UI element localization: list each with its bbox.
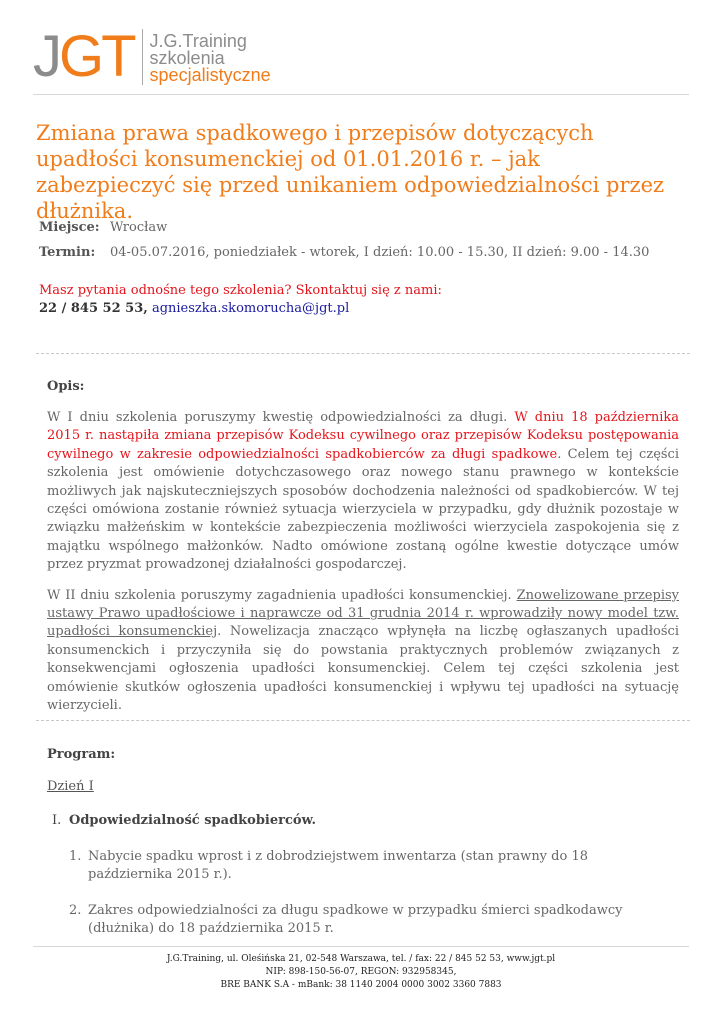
logo-mark-j: J	[33, 24, 59, 89]
opis-paragraph-2	[47, 587, 679, 716]
opis-p1-intro: W I dniu szkolenia poruszymy kwestię odpowiedzialności za długi.	[47, 410, 515, 425]
place-value: Wrocław	[110, 220, 168, 235]
company-logo	[33, 24, 271, 89]
section-number: I.	[52, 813, 62, 828]
place-label: Miejsce:	[39, 220, 100, 235]
list-item-number: 1.	[69, 849, 82, 864]
footer-bank: BRE BANK S.A - mBank: 38 1140 2004 0000 3002 3360 7883	[220, 980, 502, 990]
day-one-link[interactable]: Dzień I	[47, 779, 94, 794]
section-separator	[36, 720, 690, 721]
page-footer	[33, 946, 689, 992]
list-item	[69, 902, 675, 938]
info-place-row	[39, 220, 167, 235]
training-title: Zmiana prawa spadkowego i przepisów dotyczących upadłości konsumenckiej od 01.01.2016 r. – jak zabezpieczyć się przed unikaniem odpowiedzialności przez dłużnika.	[36, 121, 665, 223]
info-term-row	[39, 245, 649, 260]
logo-divider	[142, 29, 143, 85]
opis-p1-rest: . Celem tej części szkolenia jest omówienie dotychczasowego oraz nowego stanu prawnego w kontekście możliwych jak najskuteczniejszych sposobów dochodzenia należności od spadkobierców. W tej części omówiona zostanie również sytuacja wierzyciela w przypadku, gdy dłużnik pozostaje w związku małżeńskim w kontekście zabezpieczenia możliwości wierzyciela zaspokojenia się z majątku wspólnego małżonków. Nadto omówione zostaną ogólne kwestie dotyczące umów przez pryzmat prowadzonej działalności gospodarczej.	[47, 446, 679, 573]
section-title: Odpowiedzialność spadkobierców.	[69, 813, 316, 828]
contact-phone: 22 / 845 52 53,	[39, 301, 148, 316]
contact-block	[39, 282, 442, 318]
contact-email-link[interactable]: agnieszka.skomorucha@jgt.pl	[151, 301, 350, 316]
program-section-heading	[52, 813, 316, 828]
opis-p2-underlined: Znowelizowane przepisy ustawy Prawo upadłościowe i naprawcze od 31 grudnia 2014 r. wprowadziły nowy model tzw. upadłości konsumenckiej	[47, 587, 679, 640]
term-label: Termin:	[39, 245, 96, 260]
opis-p1-highlight: W dniu 18 października 2015 r. nastąpiła zmiana przepisów Kodeksu cywilnego oraz przepisów Kodeksu postępowania cywilnego w zakresie odpowiedzialności spadkobierców za długi spadkowe	[47, 410, 679, 462]
opis-paragraph-1	[47, 409, 679, 575]
contact-question: Masz pytania odnośne tego szkolenia? Skontaktuj się z nami:	[39, 283, 442, 298]
logo-mark-gt: GT	[59, 24, 134, 89]
logo-mark	[33, 24, 134, 89]
footer-tax-ids: NIP: 898-150-56-07, REGON: 932958345,	[265, 967, 457, 977]
logo-line-2: szkolenia	[149, 48, 225, 68]
opis-p2-rest: . Nowelizacja znacząco wpłynęła na liczbę ogłaszanych upadłości konsumenckich i przyczyniła się do powstania praktycznych problemów związanych z konsekwencjami ogłoszenia upadłości konsumenckiej. Celem tej części szkolenia jest omówienie skutków ogłoszenia upadłości konsumenckiej i wpływu tej upadłości na sytuację wierzycieli.	[47, 624, 679, 714]
list-item-text: Zakres odpowiedzialności za długu spadkowe w przypadku śmierci spadkodawcy (dłużnika) do 18 października 2015 r.	[88, 903, 623, 936]
logo-text	[150, 29, 271, 84]
opis-body	[47, 409, 679, 728]
term-value: 04-05.07.2016, poniedziałek - wtorek, I dzień: 10.00 - 15.30, II dzień: 9.00 - 14.30	[110, 245, 650, 260]
opis-heading: Opis:	[47, 379, 85, 394]
list-item	[69, 848, 675, 884]
section-separator	[36, 353, 690, 354]
program-heading: Program:	[47, 747, 116, 762]
opis-p2-intro: W II dniu szkolenia poruszymy zagadnienia upadłości konsumenckiej.	[47, 587, 517, 603]
logo-line-1: J.G.Training	[149, 31, 247, 51]
program-item-list	[69, 848, 675, 956]
page-header	[33, 24, 689, 95]
list-item-number: 2.	[69, 903, 82, 918]
logo-line-3: specjalistyczne	[149, 65, 271, 85]
list-item-text: Nabycie spadku wprost i z dobrodziejstwem inwentarza (stan prawny do 18 października 2015 r.).	[88, 849, 588, 882]
footer-address: J.G.Training, ul. Oleśińska 21, 02-548 Warszawa, tel. / fax: 22 / 845 52 53, www.jgt.pl	[166, 954, 556, 964]
